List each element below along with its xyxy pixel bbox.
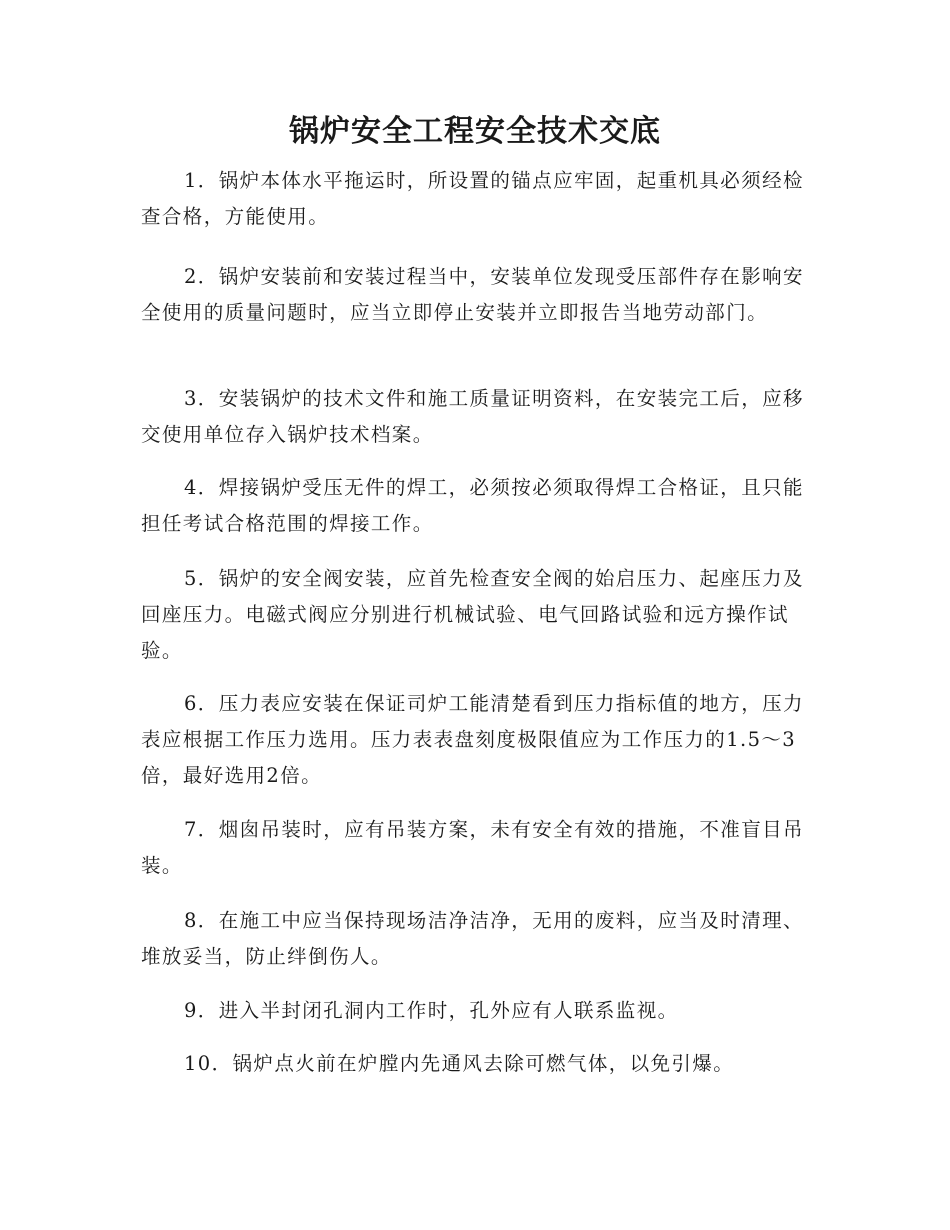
document-title: 锅炉安全工程安全技术交底 <box>289 114 661 149</box>
clause-9: 9．进入半封闭孔洞内工作时，孔外应有人联系监视。 <box>184 999 679 1022</box>
clause-2: 2．锅炉安装前和安装过程当中，安装单位发现受压部件存在影响安全使用的质量问题时，应当立即停止安装并立即报告当地劳动部门。 <box>141 265 804 324</box>
clause-5: 5．锅炉的安全阀安装，应首先检查安全阀的始启压力、起座压力及回座压力。电磁式阀应分别进行机械试验、电气回路试验和远方操作试验。 <box>141 567 804 662</box>
clause-3: 3．安装锅炉的技术文件和施工质量证明资料，在安装完工后，应移交使用单位存入锅炉技术档案。 <box>141 387 804 446</box>
clause-1: 1．锅炉本体水平拖运时，所设置的锚点应牢固，起重机具必须经检查合格，方能使用。 <box>141 169 804 228</box>
clause-4: 4．焊接锅炉受压无件的焊工，必须按必须取得焊工合格证，且只能担任考试合格范围的焊接工作。 <box>141 476 804 535</box>
clause-8: 8．在施工中应当保持现场洁净洁净，无用的废料，应当及时清理、堆放妥当，防止绊倒伤人。 <box>141 909 804 968</box>
clause-7: 7．烟囱吊装时，应有吊装方案，未有安全有效的措施，不准盲目吊装。 <box>141 818 804 877</box>
clause-6: 6．压力表应安装在保证司炉工能清楚看到压力指标值的地方，压力表应根据工作压力选用。压力表表盘刻度极限值应为工作压力的1.5～3倍，最好选用2倍。 <box>141 692 804 787</box>
clause-10: 10．锅炉点火前在炉膛内先通风去除可燃气体，以免引爆。 <box>184 1052 735 1075</box>
